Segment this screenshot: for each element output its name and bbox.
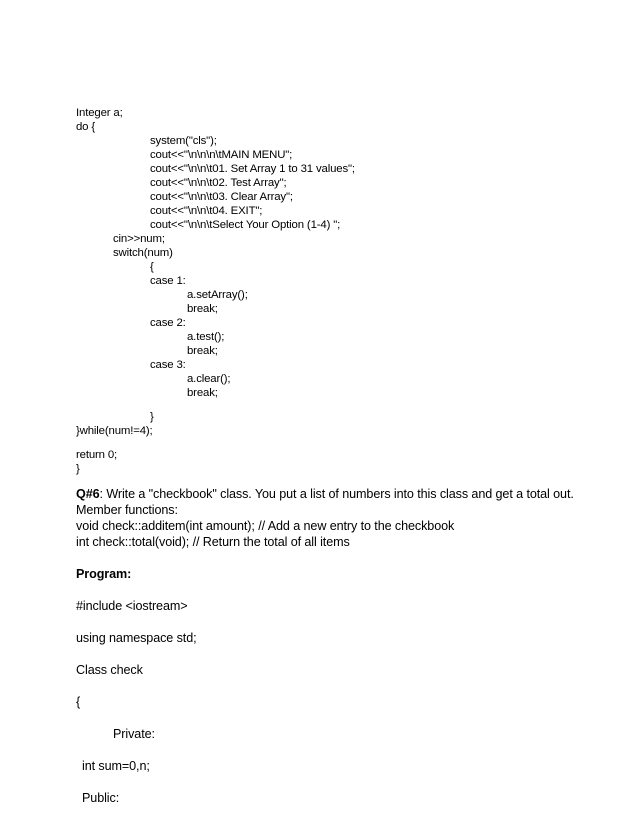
member-function-line: int check::total(void); // Return the total of all items: [76, 535, 350, 549]
code-line: case 2:: [150, 317, 186, 329]
question-label: Q#6: [76, 487, 100, 501]
code-line: }: [150, 411, 154, 423]
code-line: case 3:: [150, 359, 186, 371]
program-line: Private:: [113, 727, 155, 741]
code-line: a.setArray();: [187, 289, 248, 301]
code-line: cin>>num;: [113, 233, 165, 245]
code-line: cout<<"\n\n\n\tMAIN MENU";: [150, 149, 293, 161]
question-line: [76, 486, 574, 502]
program-line: #include <iostream>: [76, 599, 188, 613]
code-line: cout<<"\n\n\tSelect Your Option (1-4) ";: [150, 219, 341, 231]
program-line: using namespace std;: [76, 631, 197, 645]
code-line: switch(num): [113, 247, 173, 259]
code-line: }: [76, 463, 80, 475]
program-line: Public:: [82, 791, 120, 805]
program-heading: Program:: [76, 567, 132, 581]
program-line: int sum=0,n;: [82, 759, 150, 773]
member-function-line: void check::additem(int amount); // Add a new entry to the checkbook: [76, 519, 455, 533]
code-line: break;: [187, 345, 218, 357]
code-line: Integer a;: [76, 107, 123, 119]
code-line: {: [150, 261, 154, 273]
code-line: }while(num!=4);: [76, 425, 153, 437]
code-line: break;: [187, 303, 218, 315]
code-line: cout<<"\n\n\t02. Test Array";: [150, 177, 287, 189]
members-heading: Member functions:: [76, 503, 178, 517]
program-line: {: [76, 695, 81, 709]
code-line: cout<<"\n\n\t01. Set Array 1 to 31 values";: [150, 163, 355, 175]
code-line: system("cls");: [150, 135, 217, 147]
code-line: break;: [187, 387, 218, 399]
code-line: case 1:: [150, 275, 186, 287]
code-line: a.clear();: [187, 373, 231, 385]
code-line: cout<<"\n\n\t04. EXIT";: [150, 205, 263, 217]
code-line: return 0;: [76, 449, 118, 461]
program-line: Class check: [76, 663, 143, 677]
code-line: a.test();: [187, 331, 225, 343]
code-line: cout<<"\n\n\t03. Clear Array";: [150, 191, 293, 203]
question-text: : Write a "checkbook" class. You put a list of numbers into this class and get a total out.: [99, 487, 574, 501]
code-line: do {: [76, 121, 96, 133]
